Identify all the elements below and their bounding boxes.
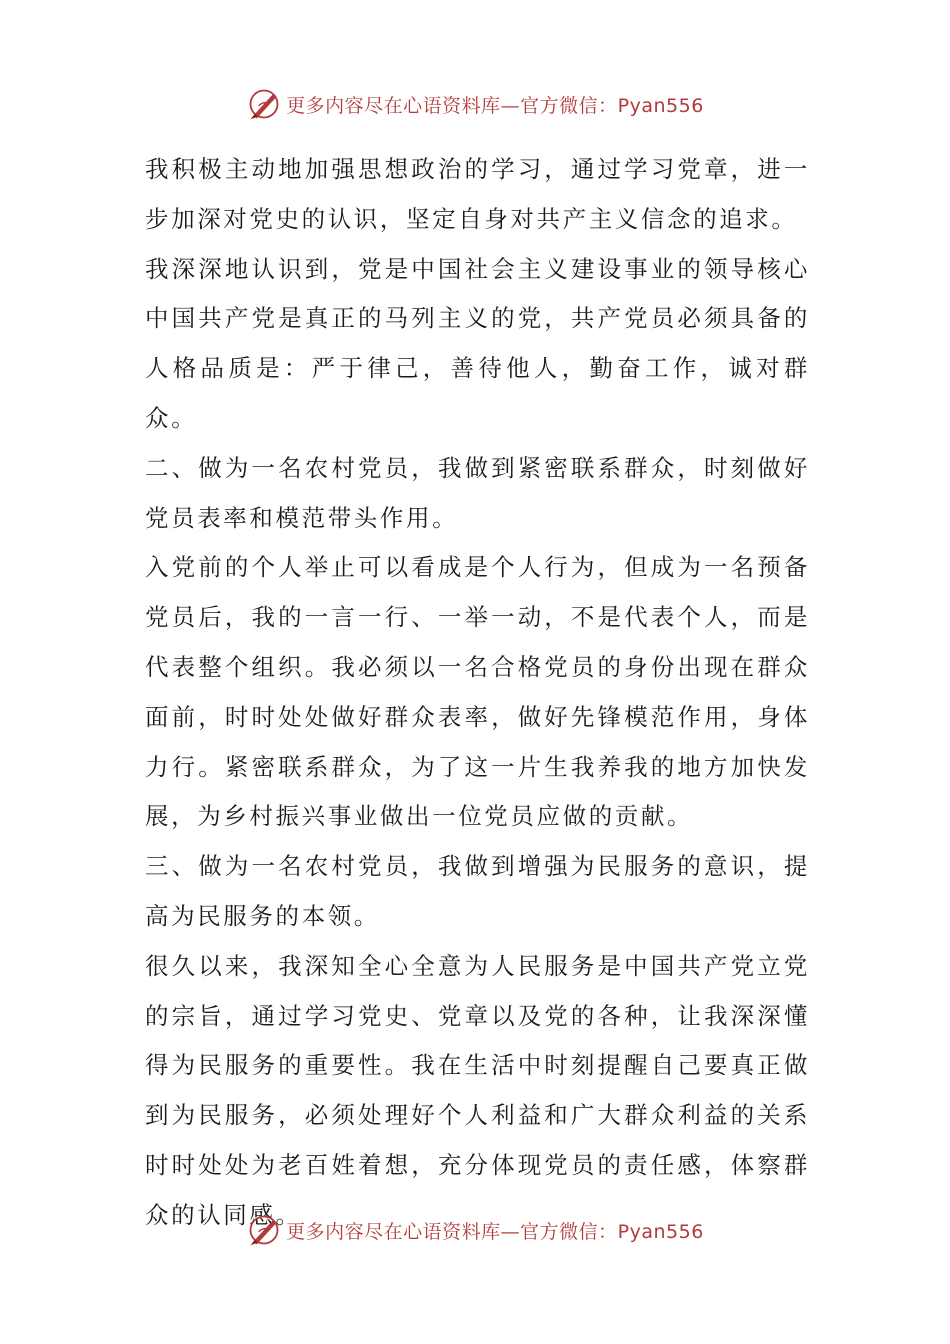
paragraph-4: 很久以来，我深知全心全意为人民服务是中国共产党立党的宗旨，通过学习党史、党章以及党的各种，让我深深懂得为民服务的重要性。我在生活中时刻提醒自己要真正做到为民服务，必须处理好个人利益和广大群众利益的关系时时处处为老百姓着想，充分体现党员的责任感，体察群众的认同感。 bbox=[145, 951, 810, 1229]
banner-text bbox=[286, 91, 704, 118]
pen-logo-icon bbox=[246, 1212, 282, 1248]
wechat-id: Pyan556 bbox=[617, 1220, 704, 1243]
footer-banner bbox=[0, 1210, 950, 1250]
header-banner bbox=[0, 84, 950, 124]
paragraph-1: 我积极主动地加强思想政治的学习，通过学习党章，进一步加深对党史的认识，坚定自身对共产主义信念的追求。 bbox=[145, 155, 810, 233]
section-heading-3: 三、做为一名农村党员，我做到增强为民服务的意识，提高为民服务的本领。 bbox=[145, 852, 810, 930]
paragraph-2: 我深深地认识到，党是中国社会主义建设事业的领导核心中国共产党是真正的马列主义的党，共产党员必须具备的人格品质是：严于律己，善待他人，勤奋工作，诚对群众。 bbox=[145, 254, 810, 432]
pen-logo-icon bbox=[246, 86, 282, 122]
paragraph-3: 入党前的个人举止可以看成是个人行为，但成为一名预备党员后，我的一言一行、一举一动，不是代表个人，而是代表整个组织。我必须以一名合格党员的身份出现在群众面前，时时处处做好群众表率，做好先锋模范作用，身体力行。紧密联系群众，为了这一片生我养我的地方加快发展，为乡村振兴事业做出一位党员应做的贡献。 bbox=[145, 553, 810, 831]
document-body bbox=[145, 145, 810, 1241]
banner-text bbox=[286, 1217, 704, 1244]
banner-label: 更多内容尽在心语资料库—官方微信： bbox=[286, 94, 618, 117]
banner-label: 更多内容尽在心语资料库—官方微信： bbox=[286, 1220, 618, 1243]
section-heading-2: 二、做为一名农村党员，我做到紧密联系群众，时刻做好党员表率和模范带头作用。 bbox=[145, 453, 810, 532]
wechat-id: Pyan556 bbox=[617, 94, 704, 117]
